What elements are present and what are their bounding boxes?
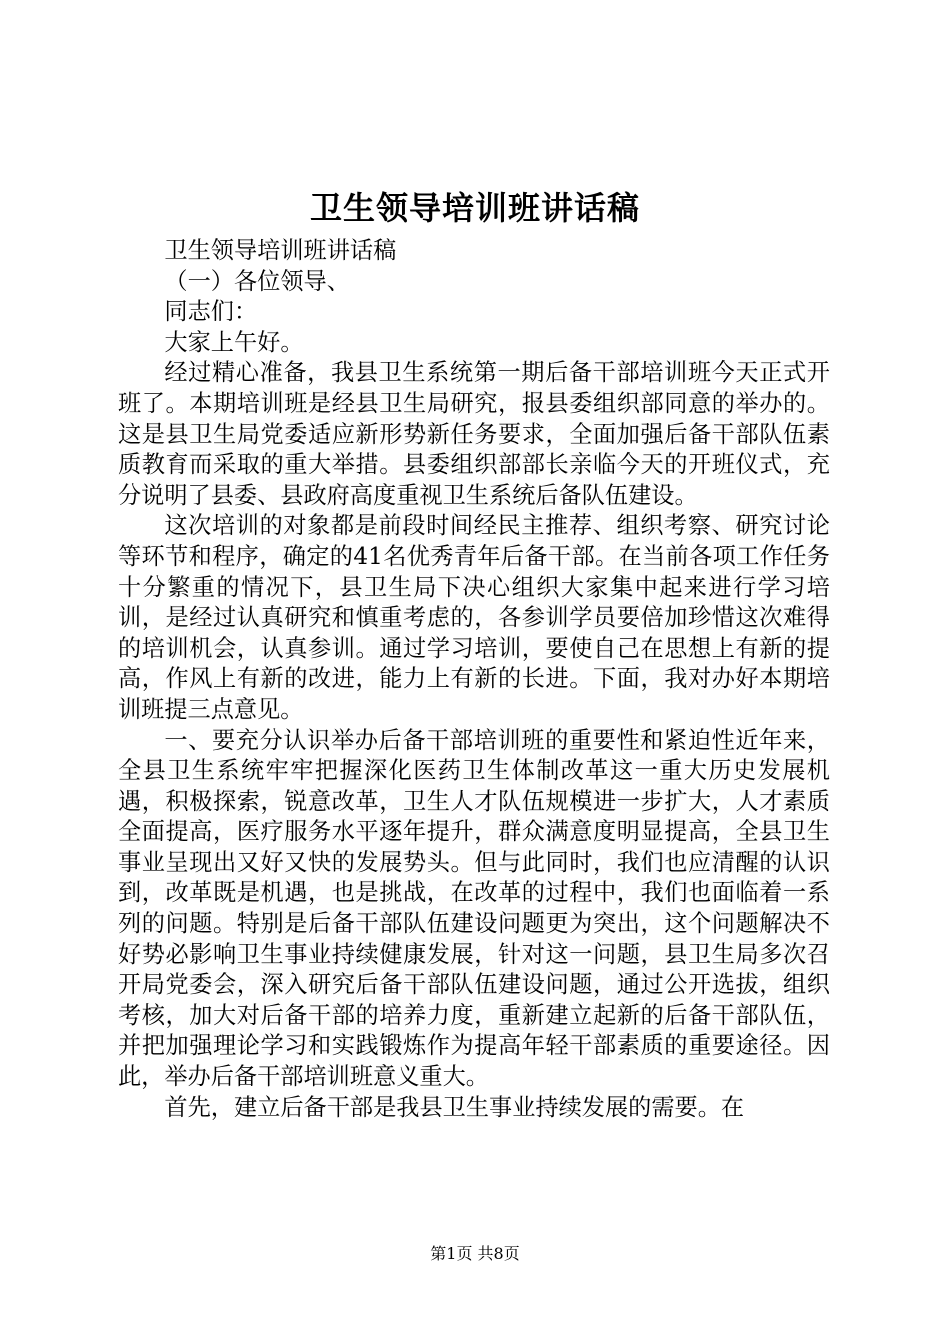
document-title: 卫生领导培训班讲话稿 (309, 189, 640, 227)
paragraph: 经过精心准备，我县卫生系统第一期后备干部培训班今天正式开班了。本期培训班是经县卫生局研究，报县委组织部同意的举办的。这是县卫生局党委适应新形势新任务要求，全面加强后备干部队伍素质教育而采取的重大举措。县委组织部部长亲临今天的开班仪式，充分说明了县委、县政府高度重视卫生系统后备队伍建设。 (118, 359, 830, 509)
greeting-line: 大家上午好。 (164, 328, 304, 356)
document-body (118, 236, 830, 1123)
subtitle-line: 卫生领导培训班讲话稿 (164, 237, 397, 264)
salutation-line-1: （一）各位领导、 (164, 267, 350, 295)
salutation-line-2: 同志们： (164, 298, 258, 326)
paragraph: 这次培训的对象都是前段时间经民主推荐、组织考察、研究讨论等环节和程序，确定的41名优秀青年后备干部。在当前各项工作任务十分繁重的情况下，县卫生局下决心组织大家集中起来进行学习培训，是经过认真研究和慎重考虑的，各参训学员要倍加珍惜这次难得的培训机会，认真参训。通过学习培训，要使自己在思想上有新的提高，作风上有新的改进，能力上有新的长进。下面，我对办好本期培训班提三点意见。 (118, 512, 830, 723)
paragraph: 首先，建立后备干部是我县卫生事业持续发展的需要。在 (164, 1093, 745, 1121)
page-number-footer: 第1页 共8页 (430, 1244, 520, 1263)
paragraph: 一、要充分认识举办后备干部培训班的重要性和紧迫性近年来，全县卫生系统牢牢把握深化医药卫生体制改革这一重大历史发展机遇，积极探索，锐意改革，卫生人才队伍规模进一步扩大，人才素质全面提高，医疗服务水平逐年提升，群众满意度明显提高，全县卫生事业呈现出又好又快的发展势头。但与此同时，我们也应清醒的认识到，改革既是机遇，也是挑战，在改革的过程中，我们也面临着一系列的问题。特别是后备干部队伍建设问题更为突出，这个问题解决不好势必影响卫生事业持续健康发展，针对这一问题，县卫生局多次召开局党委会，深入研究后备干部队伍建设问题，通过公开选拔，组织考核，加大对后备干部的培养力度，重新建立起新的后备干部队伍，并把加强理论学习和实践锻炼作为提高年轻干部素质的重要途径。因此，举办后备干部培训班意义重大。 (118, 726, 830, 1091)
